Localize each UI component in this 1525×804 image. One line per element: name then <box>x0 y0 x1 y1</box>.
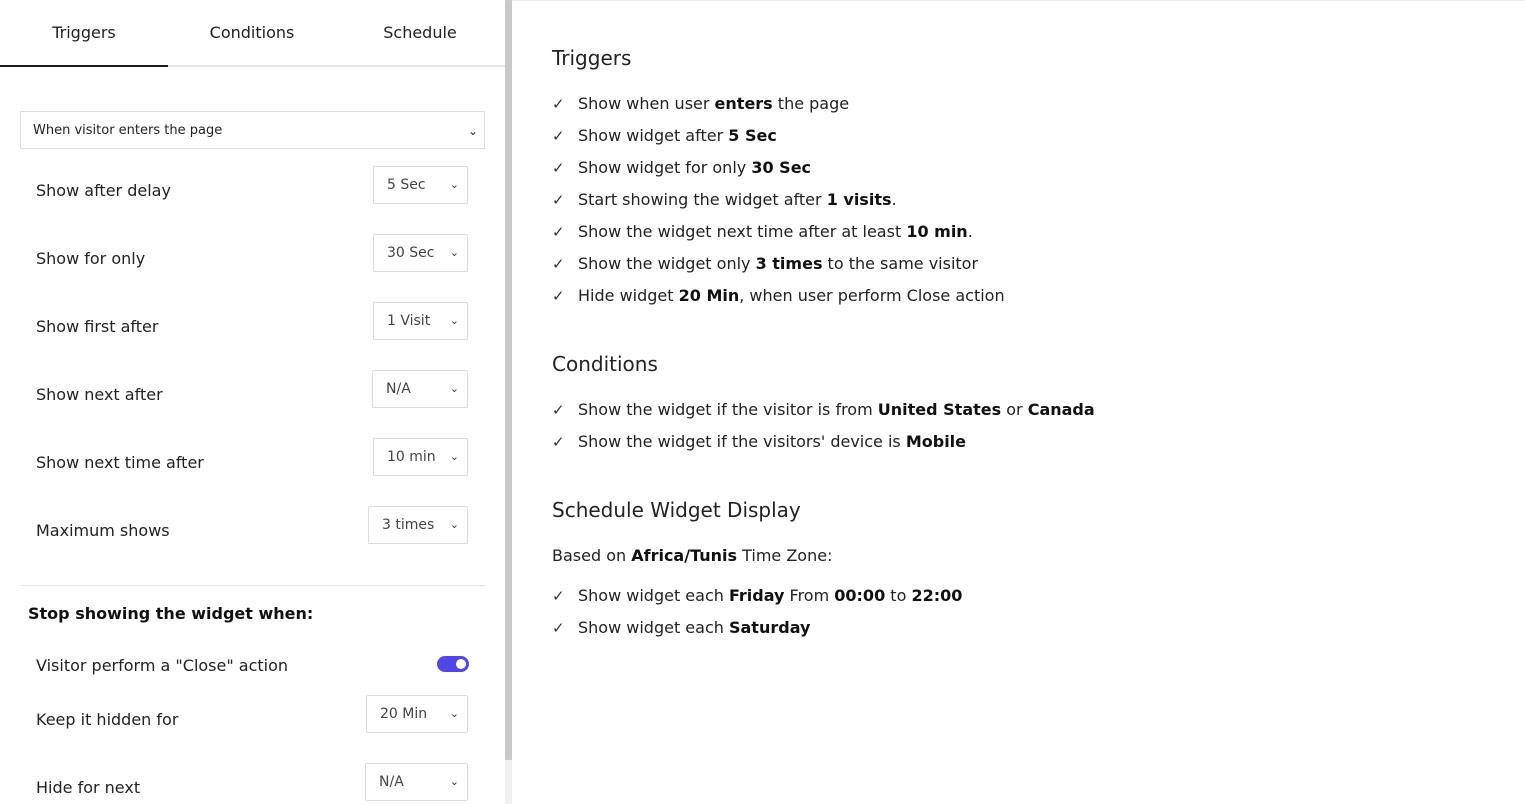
select-value: N/A <box>386 381 411 397</box>
list-item: ✓ Show widget each Saturday <box>552 618 811 637</box>
list-item: ✓ Show widget after 5 Sec <box>552 126 777 145</box>
close-action-toggle[interactable] <box>437 656 469 672</box>
show-next-time-after-label: Show next time after <box>36 453 204 472</box>
list-item: ✓ Show widget each Friday From 00:00 to 22:00 <box>552 586 963 605</box>
chevron-down-icon: ⌄ <box>449 178 459 191</box>
show-next-after-select[interactable] <box>372 370 468 408</box>
select-value: 1 Visit <box>387 313 431 329</box>
select-value: 20 Min <box>380 706 428 722</box>
select-value: N/A <box>379 774 404 790</box>
chevron-down-icon: ⌄ <box>467 124 478 138</box>
show-for-only-select[interactable] <box>373 234 468 272</box>
tab-schedule[interactable]: Schedule <box>383 23 457 42</box>
show-first-after-select[interactable] <box>373 302 468 340</box>
check-icon: ✓ <box>552 433 565 451</box>
list-item: ✓ Hide widget 20 Min, when user perform Close action <box>552 286 1005 305</box>
show-after-delay-label: Show after delay <box>36 181 171 200</box>
list-item: ✓ Show the widget next time after at least 10 min. <box>552 222 973 241</box>
hide-for-next-select[interactable] <box>365 763 468 801</box>
hide-for-next-label: Hide for next <box>36 778 141 797</box>
check-icon: ✓ <box>552 587 565 605</box>
check-icon: ✓ <box>552 127 565 145</box>
check-icon: ✓ <box>552 287 565 305</box>
list-item: ✓ Show the widget only 3 times to the same visitor <box>552 254 979 273</box>
summary-panel <box>512 0 1525 804</box>
scrollbar-thumb[interactable] <box>505 0 512 760</box>
chevron-down-icon: ⌄ <box>449 518 459 531</box>
show-after-delay-select[interactable] <box>373 166 468 204</box>
chevron-down-icon: ⌄ <box>449 314 459 327</box>
tab-conditions[interactable]: Conditions <box>209 23 295 42</box>
show-next-after-label: Show next after <box>36 385 163 404</box>
trigger-type-select[interactable] <box>20 111 485 149</box>
conditions-summary-title: Conditions <box>552 352 658 376</box>
maximum-shows-label: Maximum shows <box>36 521 170 540</box>
timezone-line: Based on Africa/Tunis Time Zone: <box>552 546 833 565</box>
keep-hidden-label: Keep it hidden for <box>36 710 179 729</box>
select-value: 10 min <box>387 449 436 465</box>
check-icon: ✓ <box>552 619 565 637</box>
list-item: ✓ Show the widget if the visitors' device is Mobile <box>552 432 967 451</box>
check-icon: ✓ <box>552 223 565 241</box>
settings-panel <box>0 0 505 804</box>
show-next-time-after-select[interactable] <box>373 438 468 476</box>
check-icon: ✓ <box>552 401 565 419</box>
trigger-type-value: When visitor enters the page <box>33 123 223 138</box>
chevron-down-icon: ⌄ <box>449 246 459 259</box>
close-action-label: Visitor perform a "Close" action <box>36 656 289 675</box>
list-item: ✓ Show widget for only 30 Sec <box>552 158 812 177</box>
check-icon: ✓ <box>552 159 565 177</box>
keep-hidden-select[interactable] <box>366 695 468 733</box>
tab-bar <box>0 0 505 67</box>
check-icon: ✓ <box>552 95 565 113</box>
chevron-down-icon: ⌄ <box>449 775 459 788</box>
chevron-down-icon: ⌄ <box>449 707 459 720</box>
chevron-down-icon: ⌄ <box>449 382 459 395</box>
tab-triggers[interactable]: Triggers <box>0 0 168 67</box>
show-for-only-label: Show for only <box>36 249 146 268</box>
check-icon: ✓ <box>552 191 565 209</box>
stop-showing-title: Stop showing the widget when: <box>28 604 314 623</box>
list-item: ✓ Start showing the widget after 1 visits. <box>552 190 897 209</box>
select-value: 3 times <box>382 517 435 533</box>
triggers-summary-title: Triggers <box>552 46 632 70</box>
select-value: 30 Sec <box>387 245 435 261</box>
show-first-after-label: Show first after <box>36 317 159 336</box>
check-icon: ✓ <box>552 255 565 273</box>
toggle-knob <box>456 659 466 669</box>
select-value: 5 Sec <box>387 177 426 193</box>
list-item: ✓ Show when user enters the page <box>552 94 850 113</box>
divider <box>20 585 485 586</box>
chevron-down-icon: ⌄ <box>449 450 459 463</box>
list-item: ✓ Show the widget if the visitor is from United States or Canada <box>552 400 1095 419</box>
maximum-shows-select[interactable] <box>368 506 468 544</box>
schedule-summary-title: Schedule Widget Display <box>552 498 801 522</box>
